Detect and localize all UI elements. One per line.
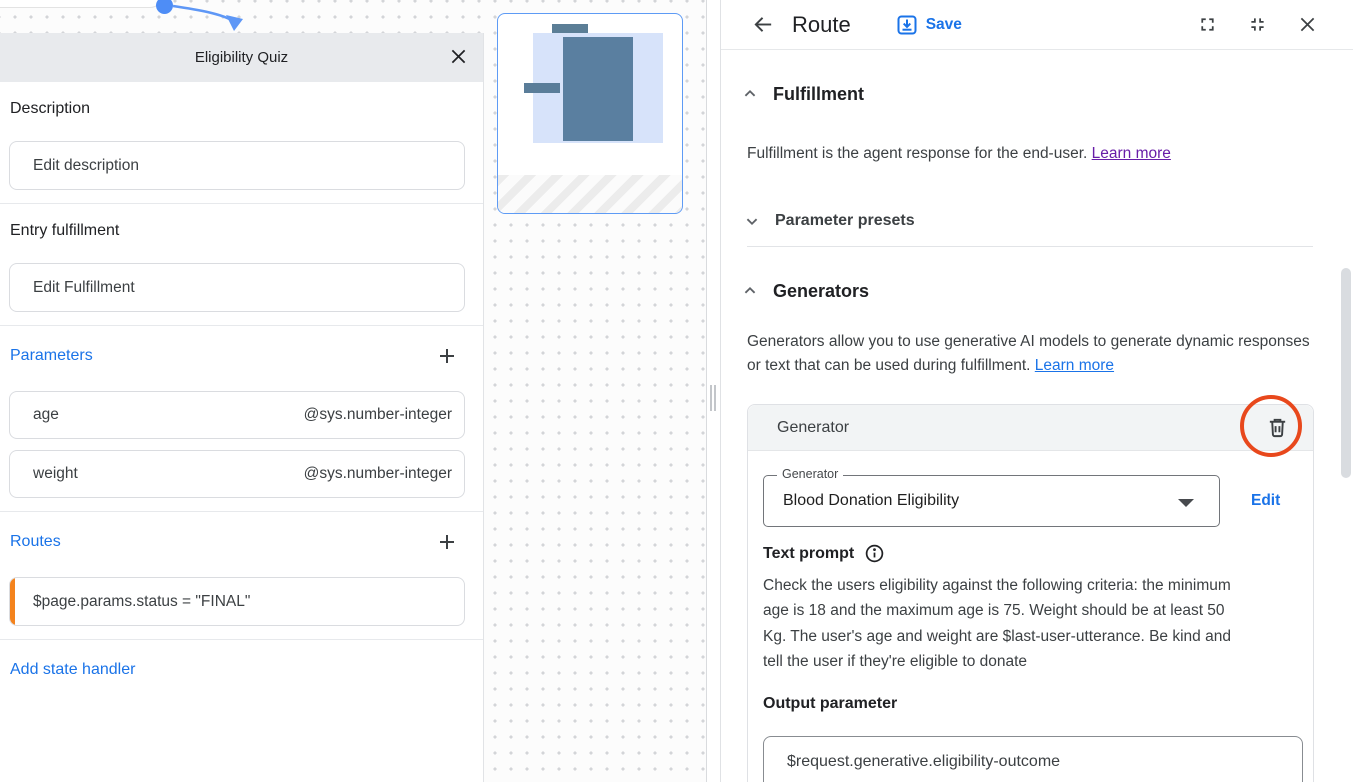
route-editor-header [721, 0, 1353, 50]
add-parameter-plus-icon[interactable] [435, 344, 459, 368]
save-button[interactable]: Save [897, 15, 962, 35]
generator-select[interactable] [763, 467, 1220, 527]
entry-fulfillment-field[interactable] [9, 263, 465, 312]
minimap-node-shape [552, 24, 588, 33]
output-parameter-value: $request.generative.eligibility-outcome [787, 753, 1061, 771]
generators-section-toggle[interactable] [739, 280, 1313, 302]
divider [747, 246, 1313, 247]
minimap-offscreen-hatch [498, 175, 682, 213]
delete-icon[interactable] [1266, 416, 1289, 439]
text-prompt-label: Text prompt [763, 544, 855, 562]
parameter-type: @sys.number-integer [303, 406, 452, 423]
divider [0, 203, 483, 204]
fullscreen-icon[interactable] [1197, 14, 1218, 35]
fullscreen-exit-icon[interactable] [1247, 14, 1268, 35]
save-icon [897, 15, 917, 35]
minimap-panel-shape [563, 37, 633, 141]
page-editor-panel [0, 33, 484, 782]
page-title: Eligibility Quiz [194, 49, 289, 66]
parameters-section-label: Parameters [10, 347, 93, 364]
parameter-name: age [33, 406, 59, 423]
flow-minimap[interactable] [497, 13, 683, 214]
add-state-handler-link[interactable]: Add state handler [10, 661, 136, 678]
route-accent-bar [10, 578, 15, 625]
description-field[interactable] [9, 141, 465, 190]
parameter-presets-toggle[interactable] [741, 210, 1313, 232]
generators-description: Generators allow you to use generative AI models to generate dynamic responses or text that can be used during fulfillment. Learn more [747, 333, 1310, 374]
close-icon[interactable] [448, 46, 469, 67]
edit-generator-link[interactable]: Edit [1251, 492, 1281, 509]
parameter-row[interactable] [9, 450, 465, 498]
generator-card-heading: Generator [777, 418, 850, 436]
fulfillment-learn-more-link[interactable]: Learn more [1091, 145, 1171, 162]
divider [0, 639, 483, 640]
parameter-name: weight [33, 465, 78, 482]
generator-card [747, 404, 1314, 782]
dropdown-arrow-icon [1178, 499, 1194, 507]
minimap-node-shape [524, 83, 560, 93]
parameter-row[interactable] [9, 391, 465, 439]
collapse-icon [739, 83, 761, 105]
add-route-plus-icon[interactable] [435, 530, 459, 554]
entry-fulfillment-placeholder: Edit Fulfillment [33, 278, 135, 296]
parameter-type: @sys.number-integer [303, 465, 452, 482]
divider [0, 325, 483, 326]
drag-handle-icon[interactable] [710, 385, 716, 411]
parameter-presets-heading: Parameter presets [775, 212, 915, 229]
text-prompt-value: Check the users eligibility against the following criteria: the minimum age is 18 and the maximum age is 75. Weight should be at least 50 Kg. The user's age and weight are $last-user-utterance. Be kind and tell the user if they're eligible to donate [763, 577, 1231, 670]
routes-section-label: Routes [10, 533, 61, 550]
route-panel-title: Route [792, 11, 851, 37]
page-editor-header [0, 33, 483, 82]
expand-icon [741, 210, 763, 232]
collapse-icon [739, 280, 761, 302]
divider [0, 511, 483, 512]
output-parameter-field[interactable] [763, 736, 1303, 782]
fulfillment-description: Fulfillment is the agent response for the end-user. Learn more [747, 145, 1171, 162]
output-parameter-label: Output parameter [763, 695, 898, 713]
generators-learn-more-link[interactable]: Learn more [1034, 357, 1115, 374]
description-placeholder: Edit description [33, 156, 139, 174]
route-condition: $page.params.status = "FINAL" [33, 592, 251, 610]
scrollbar-thumb[interactable] [1341, 268, 1351, 478]
back-arrow-icon[interactable] [752, 13, 775, 36]
generator-card-header [748, 405, 1313, 451]
description-label: Description [10, 100, 91, 117]
route-editor-panel [720, 0, 1353, 782]
panel-resizer [707, 0, 720, 782]
fulfillment-section-toggle[interactable] [739, 83, 1313, 105]
close-icon[interactable] [1297, 14, 1318, 35]
info-icon[interactable] [864, 543, 885, 564]
fulfillment-heading: Fulfillment [773, 83, 864, 104]
generators-heading: Generators [773, 280, 870, 301]
generator-select-label: Generator [777, 467, 843, 481]
entry-fulfillment-label: Entry fulfillment [10, 222, 120, 239]
generator-select-value: Blood Donation Eligibility [783, 492, 960, 509]
route-row[interactable] [9, 577, 465, 626]
